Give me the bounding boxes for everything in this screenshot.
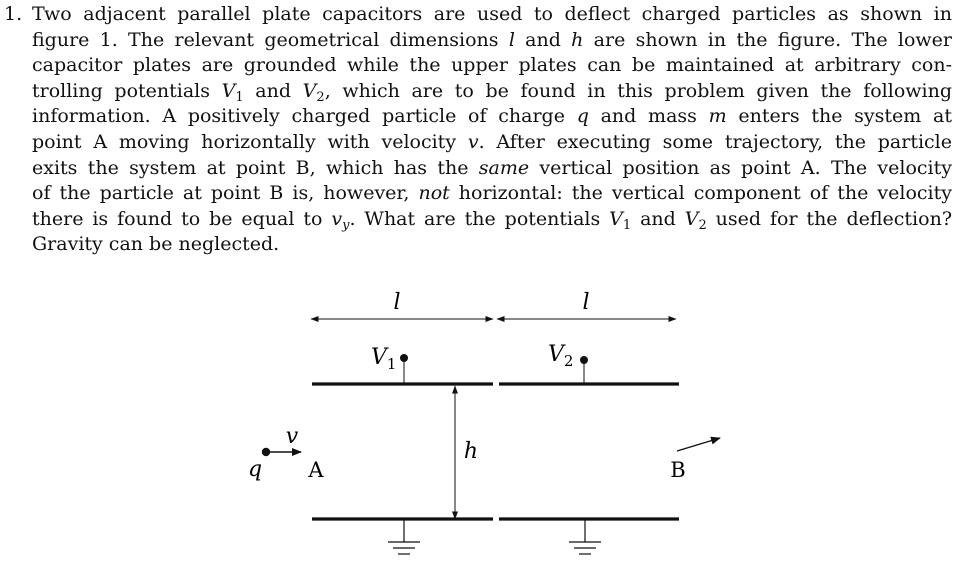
text-segment: Gravity can be neglected.	[32, 233, 280, 256]
math-symbol: m	[708, 105, 727, 128]
text-segment: capacitor plates are grounded while the upper plates can be maintained at arbitrary con-	[32, 54, 952, 77]
problem-number: 1.	[4, 3, 23, 25]
text-segment: used for the deflection?	[706, 207, 953, 230]
emphasized-text: same	[478, 156, 530, 179]
math-subscript: 1	[622, 217, 632, 233]
math-symbol: V	[302, 79, 317, 102]
gap-label-h: h	[463, 439, 479, 464]
point-label-a: A	[308, 458, 324, 482]
math-subscript: y	[342, 217, 350, 233]
potential-label-v2: $V_2$	[548, 342, 574, 370]
math-symbol: v	[331, 207, 343, 230]
text-segment: point A moving horizontally with velocity	[32, 130, 468, 153]
text-segment: , which are to be found in this problem given the following	[324, 79, 952, 102]
text-segment: figure 1. The relevant geometrical dimensions	[32, 28, 509, 51]
text-segment: and mass	[588, 105, 709, 128]
ground-symbol-2	[569, 519, 601, 554]
charge-label-q: q	[247, 457, 263, 482]
text-segment: . What are the potentials	[349, 207, 610, 230]
text-segment: of the particle at point B is, however,	[32, 182, 419, 205]
dimension-label-l2: l	[582, 290, 590, 315]
math-symbol: q	[576, 105, 589, 128]
math-subscript: 2	[698, 217, 707, 233]
text-segment: there is found to be equal to	[32, 207, 332, 230]
math-symbol: v	[467, 130, 479, 153]
math-subscript: 1	[235, 89, 244, 105]
text-segment: . After executing some trajectory, the particle	[478, 130, 952, 153]
velocity-label-v: v	[285, 424, 299, 449]
text-segment: are shown in the figure. The lower	[583, 28, 952, 51]
exit-velocity-arrow	[677, 438, 720, 451]
math-symbol: h	[571, 28, 584, 51]
text-segment: and	[514, 28, 572, 51]
point-label-b: B	[670, 458, 686, 482]
math-symbol: V	[684, 207, 699, 230]
math-symbol: V	[609, 207, 623, 230]
text-segment: and	[243, 79, 303, 102]
text-segment: and	[631, 207, 685, 230]
text-segment: horizontal: the vertical component of the velocity	[449, 182, 952, 205]
emphasized-text: not	[418, 182, 450, 205]
dimension-label-l1: l	[393, 290, 401, 315]
terminal-dot-2	[580, 356, 588, 364]
text-segment: vertical position as point A. The velocity	[529, 156, 952, 179]
text-segment: exits the system at point B, which has the	[32, 156, 479, 179]
terminal-dot-1	[400, 354, 408, 362]
math-subscript: 2	[316, 89, 325, 105]
text-segment: trolling potentials	[32, 79, 222, 102]
math-symbol: l	[508, 28, 515, 51]
ground-symbol-1	[388, 519, 420, 554]
math-symbol: V	[221, 79, 236, 102]
potential-label-v1: $V_1$	[371, 345, 397, 373]
text-segment: information. A positively charged particle of charge	[32, 105, 577, 128]
text-segment: enters the system at	[726, 105, 953, 128]
text-segment: Two adjacent parallel plate capacitors are used to deflect charged particles as shown in	[32, 3, 952, 25]
